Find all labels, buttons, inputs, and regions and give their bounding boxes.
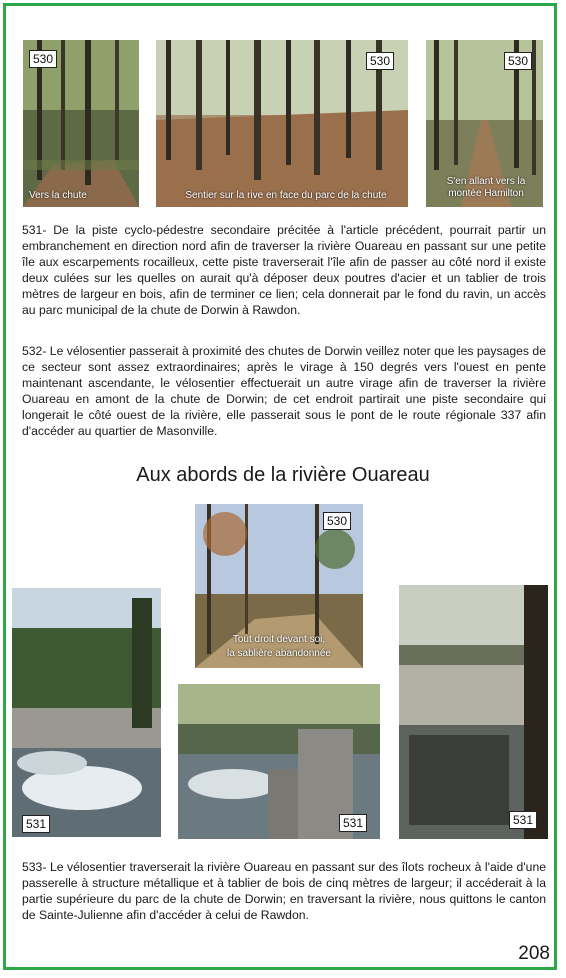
photo-caption: Vers la chute [29,190,87,201]
page-number: 208 [518,943,550,964]
paragraph-533: 533- Le vélosentier traverserait la rivière Ouareau en passant sur des îlots rocheux à l'aide d'une passerelle à structure métallique et à tablier de bois de cinq mètres de largeur; il accéderait à la partie supérieure du parc de la chute de Dorwin; en traversant la rivière, nous quittons le canton de Sainte-Julienne afin d'accéder à celui de Rawdon. [22,860,546,922]
photo-number-label: 530 [323,512,351,530]
photo-river-bridge-abutment [178,684,380,839]
photo-caption-line-1: Tout droit devant soi, [232,634,326,645]
photo-number-label: 531 [339,814,367,832]
photo-river-rocks-right [399,585,548,839]
photo-number-label: 530 [504,52,532,70]
photo-forest-riverbank [156,40,408,207]
photo-caption: Sentier sur la rive en face du parc de la chute [185,190,387,201]
section-title: Aux abords de la rivière Ouareau [136,464,430,486]
photo-caption: S'en allant vers la montée Hamilton [446,176,526,199]
photo-number-label: 531 [22,815,50,833]
photo-river-rapids-left [12,588,161,837]
photo-caption-line-2: la sablière abandonnée [227,648,331,659]
photo-forest-path-right [426,40,543,207]
photo-sandpit-trail [195,504,363,668]
photo-number-label: 531 [509,811,537,829]
photo-number-label: 530 [29,50,57,68]
photo-number-label: 530 [366,52,394,70]
paragraph-532: 532- Le vélosentier passerait à proximité des chutes de Dorwin veillez noter que les paysages de ce secteur sont assez extraordinaires; après le virage à 150 degrés vers l'ouest en pente maintenant ascendante, le vélosentier effectuerait un autre virage afin de traverser la rivière Ouareau en amont de la chute de Dorwin; de cet endroit partirait une piste secondaire qui longerait le côté ouest de la rivière, elle passerait sous le pont de le route régionale 337 afin d'accéder au quartier de Masonville. [22,344,546,438]
photo-forest-path-left [23,40,139,207]
paragraph-531: 531- De la piste cyclo-pédestre secondaire précitée à l'article précédent, pourrait partir un embranchement en direction nord afin de traverser la rivière Ouareau en passant sur une petite île aux escarpements rocailleux, cette piste traverserait l'île afin de passer au côté nord il existe deux culées sur les quelles on aurait qu'à déposer deux poutres d'acier et un tablier de trois mètres de largeur en bois, afin de terminer ce lien; cela donnerait par le fond du ravin, un accès au parc municipal de la chute de Dorwin à Rawdon. [22,223,546,317]
